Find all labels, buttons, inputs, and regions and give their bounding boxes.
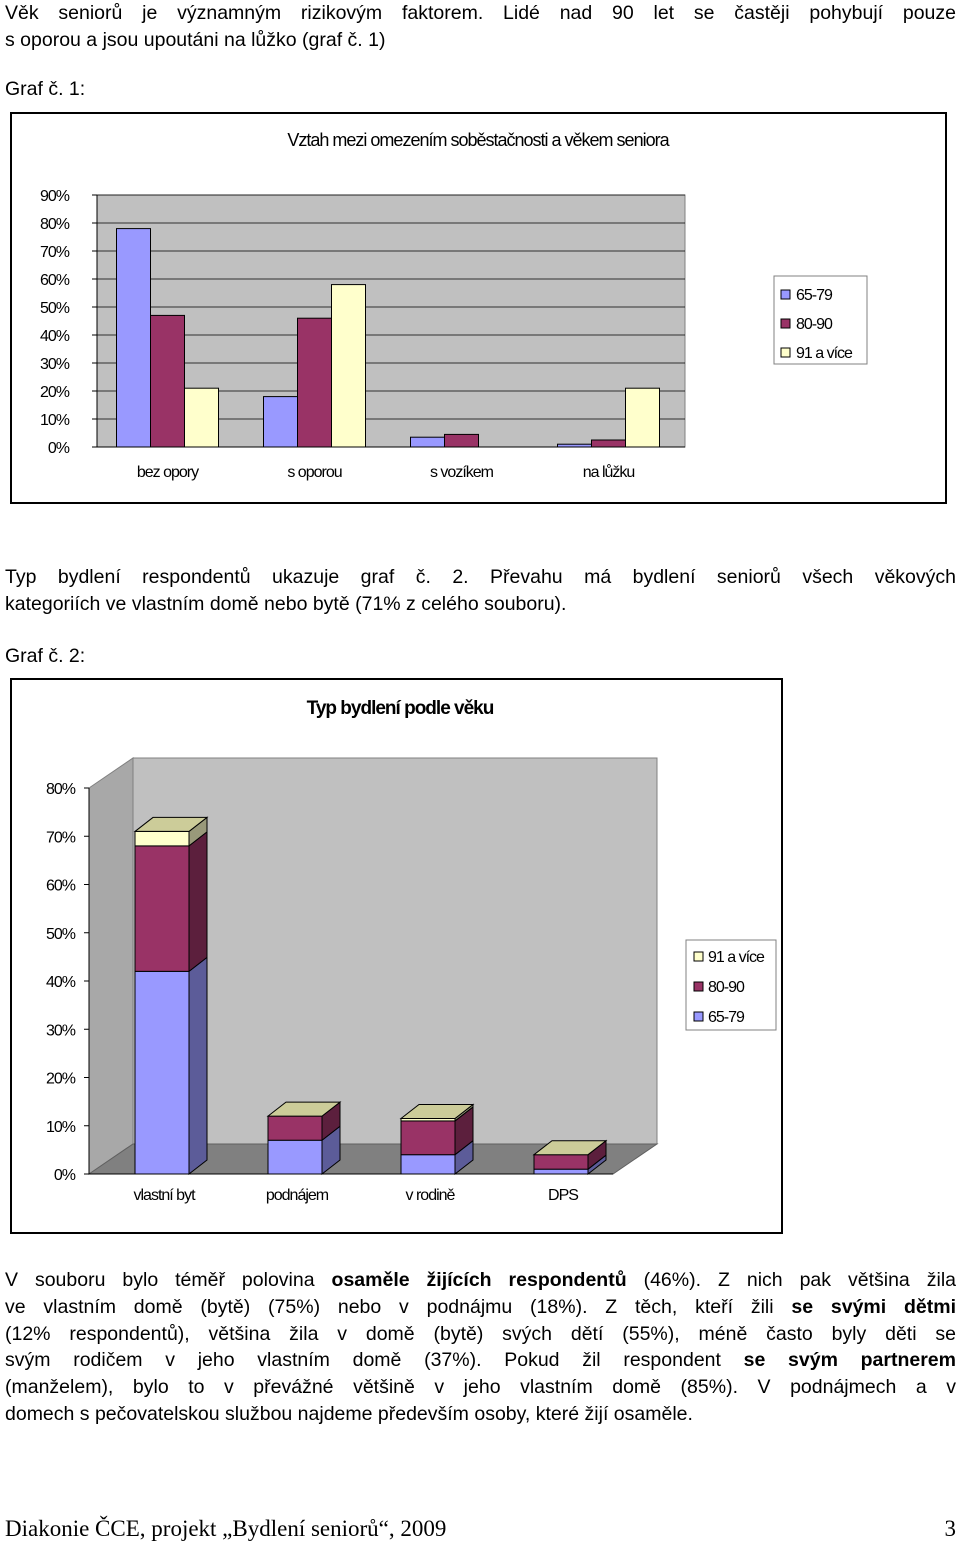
chart-1-bar: [558, 444, 592, 447]
chart-2-title: Typ bydlení podle věku: [306, 698, 494, 719]
chart-1-bar: [185, 388, 219, 447]
bottom-line-2: [5, 1294, 956, 1321]
chart-2-bar-segment: [135, 846, 189, 971]
chart-2-y-tick-label: 40%: [45, 974, 75, 991]
chart-1-y-tick-label: 20%: [39, 384, 69, 401]
chart-2-x-tick-label: podnájem: [265, 1187, 329, 1204]
chart-1-title: Vztah mezi omezením soběstačnosti a věkem seniora: [287, 130, 669, 150]
bottom-line-1: [5, 1267, 956, 1294]
bottom-line-6: domech s pečovatelskou službou najdeme především osoby, které žijí osaměle.: [5, 1402, 693, 1425]
bottom-line-1a: V souboru bylo téměř polovina: [5, 1269, 332, 1291]
chart-1-y-tick-label: 40%: [39, 328, 69, 345]
chart-1-y-tick-label: 0%: [47, 440, 69, 457]
intro-line-2: s oporou a jsou upoutáni na lůžko (graf č. 1): [5, 28, 386, 51]
chart-2-bar-segment: [401, 1121, 455, 1155]
chart-2-bar-side: [189, 957, 207, 1174]
chart-2-legend-swatch: [694, 1012, 703, 1021]
page-footer: [5, 1516, 956, 1542]
chart-1-x-tick-label: na lůžku: [582, 464, 635, 481]
chart-1-bar: [264, 397, 298, 447]
chart-2-legend-label: 80-90: [708, 979, 744, 996]
chart-1-legend-label: 80-90: [796, 316, 832, 333]
chart-1-y-tick-label: 60%: [39, 272, 69, 289]
chart-1-y-tick-label: 10%: [39, 412, 69, 429]
bottom-line-2b: se svými dětmi: [791, 1295, 956, 1318]
chart-2-bar-segment: [135, 831, 189, 845]
chart-1-y-tick-label: 70%: [39, 244, 69, 261]
chart-1-x-tick-label: s vozíkem: [429, 464, 494, 481]
intro-paragraph: [5, 0, 956, 54]
chart-1-legend-swatch: [781, 319, 790, 328]
graf2-caption: Graf č. 2:: [5, 645, 86, 667]
chart-1-bar: [151, 315, 185, 447]
chart-2-bar-segment: [534, 1155, 588, 1169]
bottom-line-1b: osaměle žijících respondentů: [331, 1269, 627, 1291]
chart-2-bar-segment: [401, 1155, 455, 1174]
chart-1-y-tick-label: 80%: [39, 216, 69, 233]
chart-2-bar-segment: [135, 971, 189, 1174]
chart-2-bar-segment: [268, 1116, 322, 1140]
chart-1-legend-label: 91 a více: [796, 345, 852, 362]
bottom-line-5: (manželem), bylo to v převážné většině v jeho vlastním domě (85%). V podnájmech a v: [5, 1376, 956, 1399]
chart-2-y-tick-label: 10%: [45, 1118, 75, 1136]
chart-2-bar-segment: [268, 1140, 322, 1174]
chart-2-y-tick-label: 80%: [45, 781, 75, 798]
chart-2-legend-label: 65-79: [708, 1009, 744, 1026]
chart-2-x-tick-label: v rodině: [405, 1187, 455, 1204]
footer-text: Diakonie ČCE, projekt „Bydlení seniorů“, 2009: [5, 1516, 447, 1541]
chart-2-frame: [10, 678, 783, 1234]
page-number: 3: [944, 1516, 956, 1541]
bottom-line-1c: (46%). Z nich pak většina žila: [626, 1269, 956, 1291]
chart-1-bar: [298, 318, 332, 447]
bottom-line-3: (12% respondentů), většina žila v domě (bytě) svých dětí (55%), méně často byly děti se: [5, 1322, 956, 1345]
chart-2: [12, 680, 781, 1232]
chart-1-bar: [411, 437, 445, 447]
middle-line-1: Typ bydlení respondentů ukazuje graf č. 2. Převahu má bydlení seniorů všech věkových: [5, 566, 956, 588]
chart-1-bar: [626, 388, 660, 447]
chart-2-y-tick-label: 70%: [45, 829, 75, 847]
chart-2-x-tick-label: vlastní byt: [133, 1187, 195, 1204]
chart-1-frame: [10, 112, 947, 504]
chart-1-legend-label: 65-79: [796, 287, 832, 304]
chart-1-x-tick-label: s oporou: [287, 464, 342, 481]
chart-2-y-tick-label: 20%: [45, 1070, 75, 1088]
chart-2-legend-swatch: [694, 952, 703, 961]
chart-2-x-tick-label: DPS: [548, 1187, 578, 1204]
chart-2-bar-side: [189, 832, 207, 971]
bottom-line-4: [5, 1347, 956, 1374]
bottom-line-4a: svým rodičem v jeho vlastním domě (37%). Pokud žil respondent: [5, 1349, 744, 1372]
chart-2-y-tick-label: 0%: [53, 1167, 75, 1184]
bottom-line-4b: se svým partnerem: [743, 1349, 956, 1372]
chart-2-legend-label: 91 a více: [708, 949, 764, 966]
chart-2-y-tick-label: 60%: [45, 877, 75, 895]
chart-1-bar: [592, 440, 626, 447]
chart-1: [12, 114, 945, 502]
chart-2-bar-segment: [534, 1169, 588, 1174]
chart-2-legend-swatch: [694, 982, 703, 991]
chart-1-x-tick-label: bez opory: [136, 464, 199, 481]
chart-1-y-tick-label: 90%: [39, 188, 69, 205]
chart-2-y-tick-label: 30%: [45, 1022, 75, 1040]
graf1-caption: Graf č. 1:: [5, 78, 86, 100]
chart-2-side-wall: [89, 758, 133, 1174]
chart-1-bar: [117, 229, 151, 447]
chart-1-y-tick-label: 50%: [39, 300, 69, 317]
chart-1-bar: [332, 285, 366, 447]
chart-1-legend-swatch: [781, 348, 790, 357]
chart-1-y-tick-label: 30%: [39, 356, 69, 373]
bottom-paragraph: [5, 1267, 956, 1428]
middle-line-2: kategoriích ve vlastním domě nebo bytě (71% z celého souboru).: [5, 592, 567, 615]
chart-1-bar: [445, 434, 479, 447]
middle-paragraph: [5, 564, 956, 618]
chart-2-back-wall: [133, 758, 657, 1144]
bottom-line-2a: ve vlastním domě (bytě) (75%) nebo v podnájmu (18%). Z těch, kteří žili: [5, 1295, 792, 1318]
intro-line-1: Věk seniorů je významným rizikovým faktorem. Lidé nad 90 let se častěji pohybují pouze: [5, 2, 956, 24]
chart-2-y-tick-label: 50%: [45, 925, 75, 943]
chart-1-legend-swatch: [781, 290, 790, 299]
